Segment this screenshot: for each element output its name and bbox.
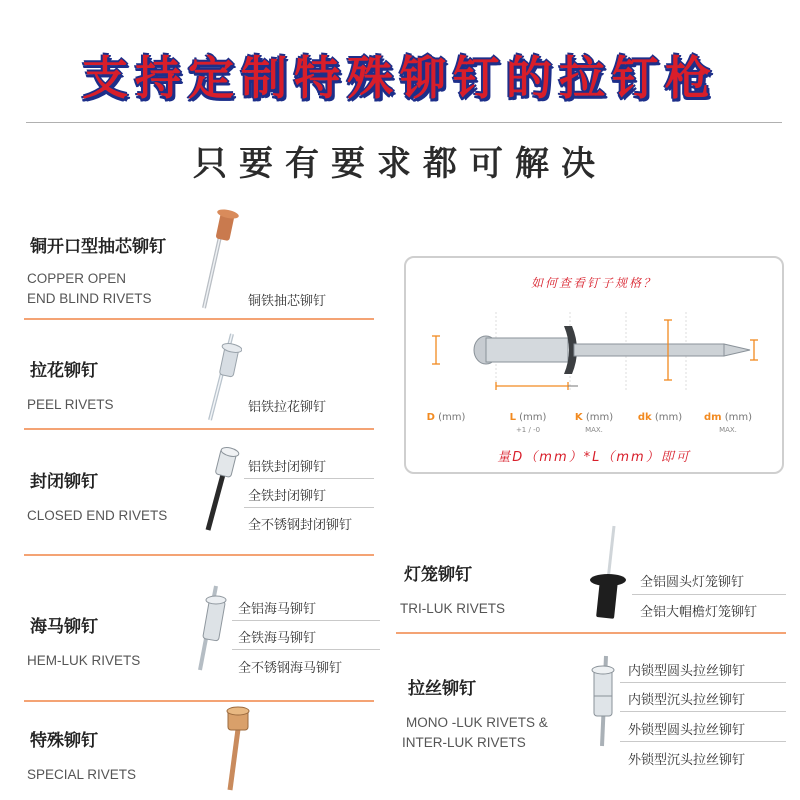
subtype-label: 内锁型圆头拉丝铆钉 <box>628 664 746 679</box>
section-divider <box>24 700 374 702</box>
special-rivet-image <box>218 700 254 794</box>
category-en-special: SPECIAL RIVETS <box>27 767 137 782</box>
category-en-mono-luk-1: MONO -LUK RIVETS & <box>406 715 548 730</box>
subtype-label: 全铝海马铆钉 <box>238 602 317 617</box>
peel-rivet-image <box>202 330 242 424</box>
section-divider <box>24 428 374 430</box>
category-en-peel: PEEL RIVETS <box>27 397 114 412</box>
category-en-hem-luk: HEM-LUK RIVETS <box>27 653 141 668</box>
subtype-label: 全铁封闭铆钉 <box>248 489 327 504</box>
category-en-copper-open-1: COPPER OPEN <box>27 271 127 286</box>
header-divider <box>26 122 782 123</box>
subtype-label: 全铝大帽檐灯笼铆钉 <box>640 605 758 620</box>
category-en-tri-luk: TRI-LUK RIVETS <box>400 601 506 616</box>
subtype-divider <box>620 741 786 742</box>
subtype-divider <box>244 507 374 508</box>
category-title-peel: 拉花铆钉 <box>30 361 98 381</box>
category-title-mono-luk: 拉丝铆钉 <box>408 679 476 699</box>
spec-panel <box>404 256 784 474</box>
spec-question: 如何查看钉子规格？ <box>530 276 657 290</box>
subtype-label: 全铝圆头灯笼铆钉 <box>640 575 745 590</box>
spec-formula: 量D（mm）*L（mm）即可 <box>497 450 691 465</box>
subtype-divider <box>232 620 380 621</box>
subtype-label: 内锁型沉头拉丝铆钉 <box>628 693 746 708</box>
page-subtitle: 只要有要求都可解决 <box>193 144 607 184</box>
subtype-label: 铝铁拉花铆钉 <box>248 400 327 415</box>
subtype-divider <box>632 594 786 595</box>
subtype-label: 外锁型沉头拉丝铆钉 <box>628 753 746 768</box>
category-en-closed-end: CLOSED END RIVETS <box>27 508 168 523</box>
category-en-mono-luk-2: INTER-LUK RIVETS <box>402 735 526 750</box>
copper-rivet-image <box>196 204 240 314</box>
dim-label-l: L (mm) +1 / -0 <box>509 412 547 434</box>
dim-label-dk: dk (mm) <box>637 412 683 423</box>
dim-label-d: D (mm) <box>426 412 466 423</box>
section-divider <box>24 318 374 320</box>
subtype-divider <box>620 711 786 712</box>
dim-label-dm: dm (mm) MAX. <box>703 412 753 434</box>
page-title: 支持定制特殊铆钉的拉钉枪 <box>82 51 718 105</box>
hem-luk-rivet-image <box>192 582 228 674</box>
subtype-label: 外锁型圆头拉丝铆钉 <box>628 723 746 738</box>
mono-luk-rivet-image <box>584 652 624 750</box>
category-title-special: 特殊铆钉 <box>30 731 98 751</box>
subtype-divider <box>244 478 374 479</box>
tri-luk-rivet-image <box>584 524 634 624</box>
subtype-label: 全铁海马铆钉 <box>238 631 317 646</box>
category-en-copper-open-2: END BLIND RIVETS <box>27 291 152 306</box>
category-title-hem-luk: 海马铆钉 <box>30 617 98 637</box>
category-title-tri-luk: 灯笼铆钉 <box>404 565 472 585</box>
section-divider <box>396 632 786 634</box>
dim-label-k: K (mm) MAX. <box>574 412 614 434</box>
section-divider <box>24 554 374 556</box>
closed-end-rivet-image <box>200 442 240 534</box>
subtype-label: 全不锈钢封闭铆钉 <box>248 518 353 533</box>
category-title-closed-end: 封闭铆钉 <box>30 472 98 492</box>
subtype-label: 铝铁封闭铆钉 <box>248 460 327 475</box>
subtype-label: 全不锈钢海马铆钉 <box>238 661 343 676</box>
rivet-dimension-diagram <box>414 312 774 392</box>
subtype-divider <box>232 649 380 650</box>
subtype-divider <box>620 682 786 683</box>
subtype-label: 铜铁抽芯铆钉 <box>248 294 327 309</box>
category-title-copper-open: 铜开口型抽芯铆钉 <box>30 237 166 257</box>
